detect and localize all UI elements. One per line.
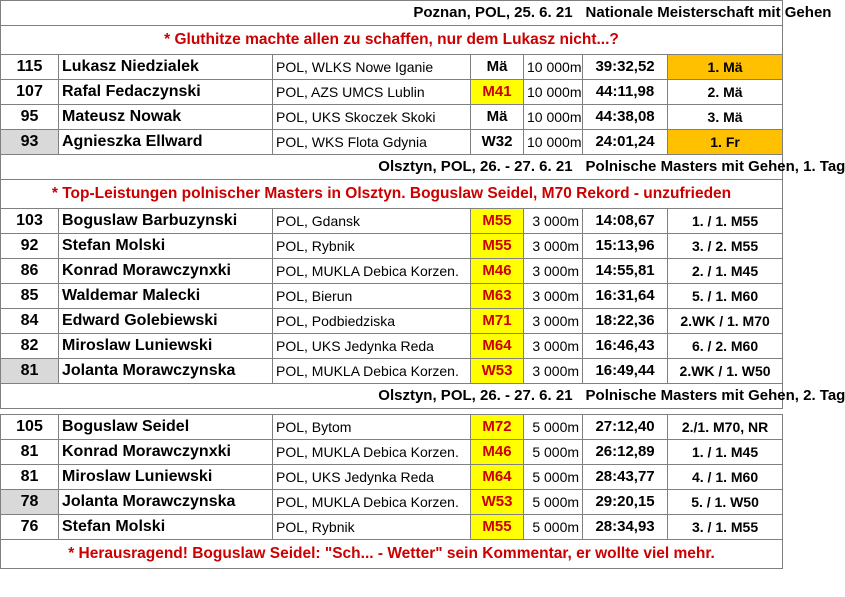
distance: 3 000m xyxy=(524,334,583,359)
athlete-club: POL, MUKLA Debica Korzen. xyxy=(273,359,471,384)
event-header xyxy=(1,384,783,409)
placing: 5. / 1. W50 xyxy=(668,490,783,515)
event-location: Poznan, POL, 25. 6. 21 xyxy=(59,1,583,26)
distance: 10 000m xyxy=(524,105,583,130)
age-category: W53 xyxy=(471,359,524,384)
bib-number: 93 xyxy=(1,130,59,155)
bib-number: 84 xyxy=(1,309,59,334)
result-time: 24:01,24 xyxy=(583,130,668,155)
bib-number: 78 xyxy=(1,490,59,515)
bib-number: 103 xyxy=(1,209,59,234)
placing: 2. Mä xyxy=(668,80,783,105)
athlete-name: Agnieszka Ellward xyxy=(59,130,273,155)
age-category: M55 xyxy=(471,209,524,234)
athlete-club: POL, UKS Jedynka Reda xyxy=(273,465,471,490)
athlete-name: Konrad Morawczynxki xyxy=(59,440,273,465)
result-time: 39:32,52 xyxy=(583,55,668,80)
result-row xyxy=(1,490,783,515)
bib-number: 81 xyxy=(1,359,59,384)
bib-number: 85 xyxy=(1,284,59,309)
result-time: 16:31,64 xyxy=(583,284,668,309)
event-header xyxy=(1,1,783,26)
athlete-club: POL, Gdansk xyxy=(273,209,471,234)
result-row xyxy=(1,359,783,384)
result-time: 16:49,44 xyxy=(583,359,668,384)
result-time: 26:12,89 xyxy=(583,440,668,465)
athlete-name: Waldemar Malecki xyxy=(59,284,273,309)
result-time: 15:13,96 xyxy=(583,234,668,259)
placing: 3. / 2. M55 xyxy=(668,234,783,259)
athlete-club: POL, Rybnik xyxy=(273,515,471,540)
event-note: * Herausragend! Boguslaw Seidel: "Sch... - Wetter" sein Kommentar, er wollte viel mehr. xyxy=(1,540,783,569)
distance: 5 000m xyxy=(524,415,583,440)
age-category: M63 xyxy=(471,284,524,309)
athlete-club: POL, Bierun xyxy=(273,284,471,309)
athlete-club: POL, MUKLA Debica Korzen. xyxy=(273,490,471,515)
result-row xyxy=(1,515,783,540)
result-time: 14:08,67 xyxy=(583,209,668,234)
distance: 5 000m xyxy=(524,490,583,515)
athlete-name: Miroslaw Luniewski xyxy=(59,465,273,490)
age-category: Mä xyxy=(471,55,524,80)
athlete-name: Miroslaw Luniewski xyxy=(59,334,273,359)
age-category: W53 xyxy=(471,490,524,515)
result-row xyxy=(1,130,783,155)
distance: 3 000m xyxy=(524,359,583,384)
athlete-club: POL, MUKLA Debica Korzen. xyxy=(273,440,471,465)
athlete-name: Mateusz Nowak xyxy=(59,105,273,130)
athlete-name: Boguslaw Barbuzynski xyxy=(59,209,273,234)
event-note: * Gluthitze machte allen zu schaffen, nur dem Lukasz nicht...? xyxy=(1,26,783,55)
placing: 1. / 1. M55 xyxy=(668,209,783,234)
athlete-name: Jolanta Morawczynska xyxy=(59,490,273,515)
bib-number: 115 xyxy=(1,55,59,80)
placing: 1. / 1. M45 xyxy=(668,440,783,465)
distance: 3 000m xyxy=(524,234,583,259)
result-row xyxy=(1,309,783,334)
athlete-club: POL, UKS Jedynka Reda xyxy=(273,334,471,359)
athlete-club: POL, MUKLA Debica Korzen. xyxy=(273,259,471,284)
placing: 3. Mä xyxy=(668,105,783,130)
distance: 3 000m xyxy=(524,309,583,334)
result-row xyxy=(1,284,783,309)
result-row xyxy=(1,55,783,80)
athlete-club: POL, UKS Skoczek Skoki xyxy=(273,105,471,130)
result-time: 16:46,43 xyxy=(583,334,668,359)
athlete-club: POL, Rybnik xyxy=(273,234,471,259)
event-title: Polnische Masters mit Gehen, 2. Tag xyxy=(583,384,783,409)
athlete-club: POL, WLKS Nowe Iganie xyxy=(273,55,471,80)
age-category: M55 xyxy=(471,234,524,259)
athlete-name: Jolanta Morawczynska xyxy=(59,359,273,384)
distance: 3 000m xyxy=(524,284,583,309)
athlete-club: POL, Bytom xyxy=(273,415,471,440)
distance: 10 000m xyxy=(524,55,583,80)
bib-number: 107 xyxy=(1,80,59,105)
distance: 3 000m xyxy=(524,259,583,284)
placing: 2. / 1. M45 xyxy=(668,259,783,284)
distance: 5 000m xyxy=(524,515,583,540)
bib-number: 92 xyxy=(1,234,59,259)
distance: 10 000m xyxy=(524,130,583,155)
age-category: M64 xyxy=(471,334,524,359)
result-row xyxy=(1,415,783,440)
age-category: M71 xyxy=(471,309,524,334)
placing: 3. / 1. M55 xyxy=(668,515,783,540)
athlete-name: Konrad Morawczynxki xyxy=(59,259,273,284)
athlete-name: Stefan Molski xyxy=(59,234,273,259)
result-row xyxy=(1,259,783,284)
age-category: M46 xyxy=(471,259,524,284)
bib-number: 105 xyxy=(1,415,59,440)
bib-number: 81 xyxy=(1,465,59,490)
result-row xyxy=(1,105,783,130)
result-time: 44:11,98 xyxy=(583,80,668,105)
result-row xyxy=(1,465,783,490)
athlete-name: Stefan Molski xyxy=(59,515,273,540)
athlete-name: Lukasz Niedzialek xyxy=(59,55,273,80)
bib-number: 81 xyxy=(1,440,59,465)
placing: 1. Mä xyxy=(668,55,783,80)
placing: 5. / 1. M60 xyxy=(668,284,783,309)
result-row xyxy=(1,80,783,105)
result-time: 28:43,77 xyxy=(583,465,668,490)
result-row xyxy=(1,209,783,234)
distance: 5 000m xyxy=(524,465,583,490)
age-category: Mä xyxy=(471,105,524,130)
result-time: 27:12,40 xyxy=(583,415,668,440)
bib-number: 95 xyxy=(1,105,59,130)
age-category: M46 xyxy=(471,440,524,465)
distance: 10 000m xyxy=(524,80,583,105)
event-title: Nationale Meisterschaft mit Gehen xyxy=(583,1,783,26)
age-category: M72 xyxy=(471,415,524,440)
athlete-club: POL, Podbiedziska xyxy=(273,309,471,334)
age-category: M64 xyxy=(471,465,524,490)
athlete-club: POL, WKS Flota Gdynia xyxy=(273,130,471,155)
event-header xyxy=(1,155,783,180)
result-time: 18:22,36 xyxy=(583,309,668,334)
result-time: 44:38,08 xyxy=(583,105,668,130)
bib-number: 86 xyxy=(1,259,59,284)
result-time: 14:55,81 xyxy=(583,259,668,284)
placing: 2.WK / 1. W50 xyxy=(668,359,783,384)
event-location: Olsztyn, POL, 26. - 27. 6. 21 xyxy=(59,155,583,180)
result-time: 28:34,93 xyxy=(583,515,668,540)
distance: 3 000m xyxy=(524,209,583,234)
result-row xyxy=(1,334,783,359)
age-category: M41 xyxy=(471,80,524,105)
result-row xyxy=(1,440,783,465)
placing: 2./1. M70, NR xyxy=(668,415,783,440)
placing: 6. / 2. M60 xyxy=(668,334,783,359)
bib-number: 76 xyxy=(1,515,59,540)
bib-number: 82 xyxy=(1,334,59,359)
age-category: M55 xyxy=(471,515,524,540)
placing: 1. Fr xyxy=(668,130,783,155)
event-title: Polnische Masters mit Gehen, 1. Tag xyxy=(583,155,783,180)
distance: 5 000m xyxy=(524,440,583,465)
athlete-club: POL, AZS UMCS Lublin xyxy=(273,80,471,105)
placing: 2.WK / 1. M70 xyxy=(668,309,783,334)
result-row xyxy=(1,234,783,259)
athlete-name: Rafal Fedaczynski xyxy=(59,80,273,105)
event-note: * Top-Leistungen polnischer Masters in Olsztyn. Boguslaw Seidel, M70 Rekord - unzufrieden xyxy=(1,180,783,209)
event-location: Olsztyn, POL, 26. - 27. 6. 21 xyxy=(59,384,583,409)
athlete-name: Edward Golebiewski xyxy=(59,309,273,334)
age-category: W32 xyxy=(471,130,524,155)
placing: 4. / 1. M60 xyxy=(668,465,783,490)
result-time: 29:20,15 xyxy=(583,490,668,515)
athlete-name: Boguslaw Seidel xyxy=(59,415,273,440)
